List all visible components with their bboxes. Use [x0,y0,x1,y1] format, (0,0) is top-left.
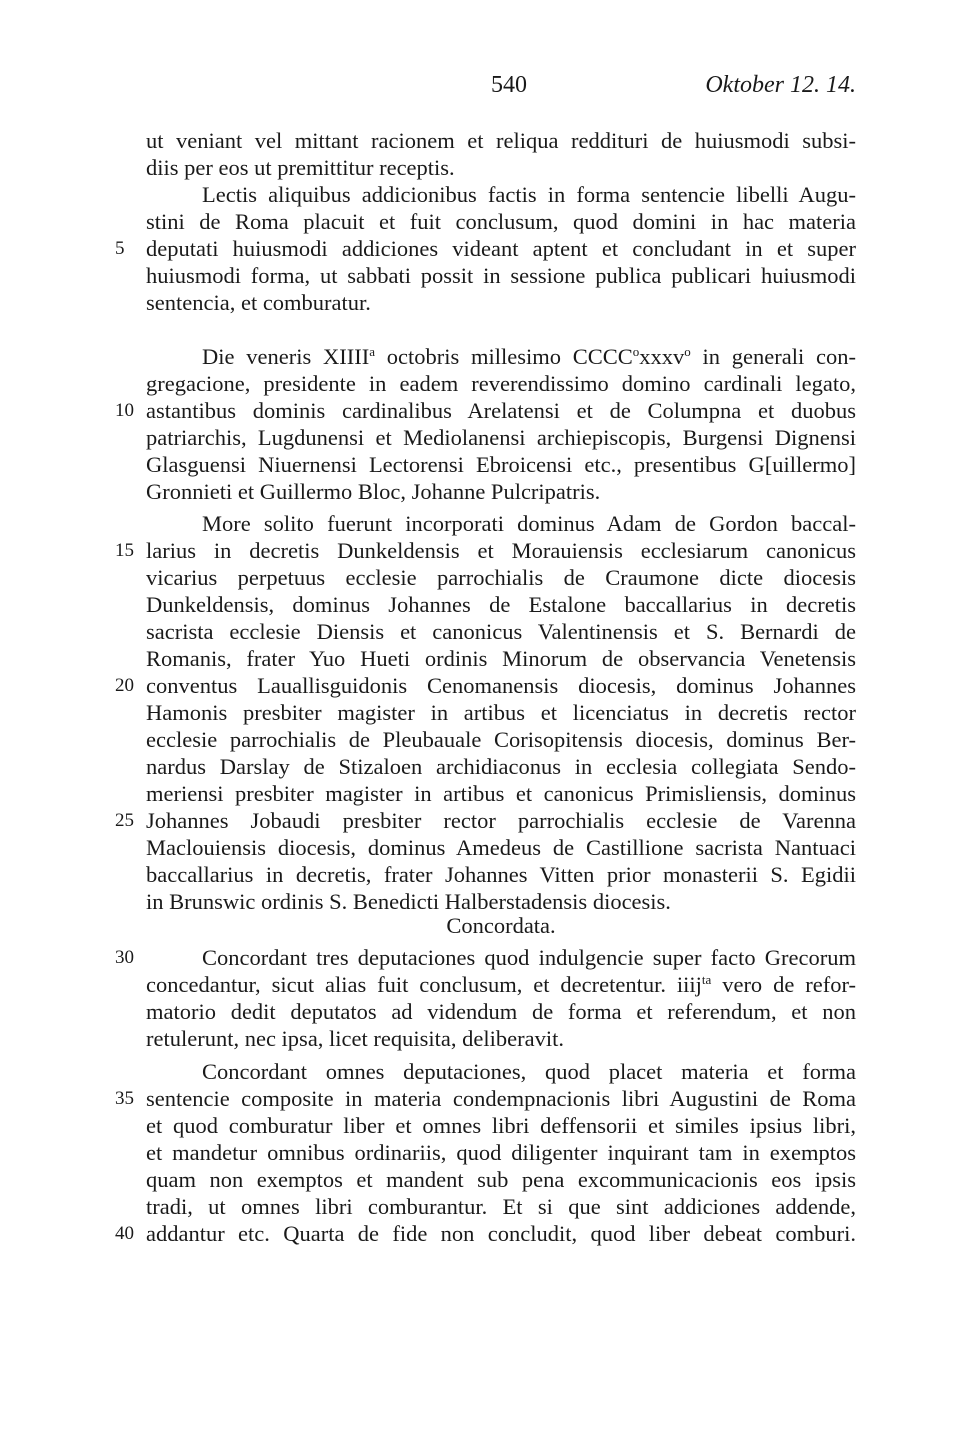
line-number: 40 [115,1223,134,1244]
text-line: retulerunt, nec ipsa, licet requisita, deliberavit. [146,1026,564,1051]
text-line: ut veniant vel mittant racionem et reliqua redditurі de huiusmodi subsi- [146,128,856,153]
text-line: in Brunswic ordinis S. Benedicti Halberstadensis diocesis. [146,889,671,914]
text-line: huiusmodi forma, ut sabbati possit in sessione publica publicari huiusmodi [146,263,856,288]
text-line: Glasguensi Niuernensi Lectorensi Ebroicensi etc., presentibus G[uillermo] [146,452,856,477]
line-number: 30 [115,947,134,968]
line-number: 15 [115,540,134,561]
text-line: sentencie composite in materia condempnacionis libri Augustini de Roma [146,1086,856,1111]
text-line: Maclouiensis diocesis, dominus Amedeus de Castillione sacrista Nantuaci [146,835,856,860]
line-number: 35 [115,1088,134,1109]
text-line: Hamonis presbiter magister in artibus et licenciatus in decretis rector [146,700,856,725]
page-header [146,72,856,106]
text-line: More solito fuerunt incorporati dominus Adam de Gordon baccal- [202,511,856,536]
page-number: 540 [491,72,527,98]
text-line: Dunkeldensis, dominus Johannes de Estalone baccallarius in decretis [146,592,856,617]
line-number: 10 [115,400,134,421]
text-line: vicarius perpetuus ecclesie parrochialis de Craumone dicte diocesis [146,565,856,590]
text-line: concedantur, sicut alias fuit conclusum, et decretentur. iiij$^{ta}$ vero de refor- [146,972,856,997]
text-line: conventus Lauallisguidonis Cenomanensis diocesis, dominus Johannes [146,673,856,698]
text-line: nardus Darslay de Stizaloen archidiaconus in ecclesia collegiata Sendo- [146,754,856,779]
text-line: Gronnieti et Guillermo Bloc, Johanne Pulcripatris. [146,479,601,504]
line-number: 25 [115,810,134,831]
text-line: sentencia, et comburatur. [146,290,371,315]
text-line: Lectis aliquibus addicionibus factis in forma sentencie libelli Augu- [202,182,856,207]
text-line: deputati huiusmodi addiciones videant aptent et concludant in et super [146,236,856,261]
text-line: quam non exemptos et mandent sub pena excommunicacionis eos ipsis [146,1167,856,1192]
text-line: et mandetur omnibus ordinariis, quod diligenter inquirant tam in exemptos [146,1140,856,1165]
text-line: sacrista ecclesie Diensis et canonicus Valentinensis et S. Bernardi de [146,619,856,644]
line-number: 20 [115,675,134,696]
text-line: addantur etc. Quarta de fide non concludit, quod liber debeat comburi. [146,1221,856,1246]
text-line: Concordant omnes deputaciones, quod placet materia et forma [202,1059,856,1084]
text-line: stini de Roma placuit et fuit conclusum, quod domini in hac materia [146,209,856,234]
text-line: Johannes Jobaudi presbiter rector parrochialis ecclesie de Varenna [146,808,856,833]
text-line: meriensi presbiter magister in artibus et canonicus Primisliensis, dominus [146,781,856,806]
text-line: Die veneris XIIII$^a$ octobris millesimo CCCC$^o$xxxv$^o$ in generali con- [202,344,856,369]
text-line: gregacione, presidente in eadem reverendissimo domino cardinali legato, [146,371,856,396]
text-line: patriarchis, Lugdunensi et Mediolanensi archiepiscopis, Burgensi Dignensi [146,425,856,450]
text-line: diis per eos ut premittitur receptis. [146,155,455,180]
text-line: larius in decretis Dunkeldensis et Morauiensis ecclesiarum canonicus [146,538,856,563]
text-line: Concordant tres deputaciones quod indulgencie super facto Grecorum [202,945,856,970]
text-line: matorio dedit deputatos ad videndum de forma et referendum, et non [146,999,856,1024]
text-line: tradi, ut omnes libri comburantur. Et si que sint addiciones addende, [146,1194,856,1219]
text-line: Romanis, frater Yuo Hueti ordinis Minorum de observancia Venetensis [146,646,856,671]
text-line: ecclesie parrochialis de Pleubauale Corisopitensis diocesis, dominus Ber- [146,727,856,752]
line-number: 5 [115,238,125,259]
text-line: astantibus dominis cardinalibus Arelatensi et de Columpna et duobus [146,398,856,423]
text-line: baccallarius in decretis, frater Johannes Vitten prior monasterii S. Egidii [146,862,856,887]
running-head: Oktober 12. 14. [705,72,856,98]
text-line: et quod comburatur liber et omnes libri deffensorii et similes ipsius libri, [146,1113,856,1138]
section-heading: Concordata. [446,913,556,938]
